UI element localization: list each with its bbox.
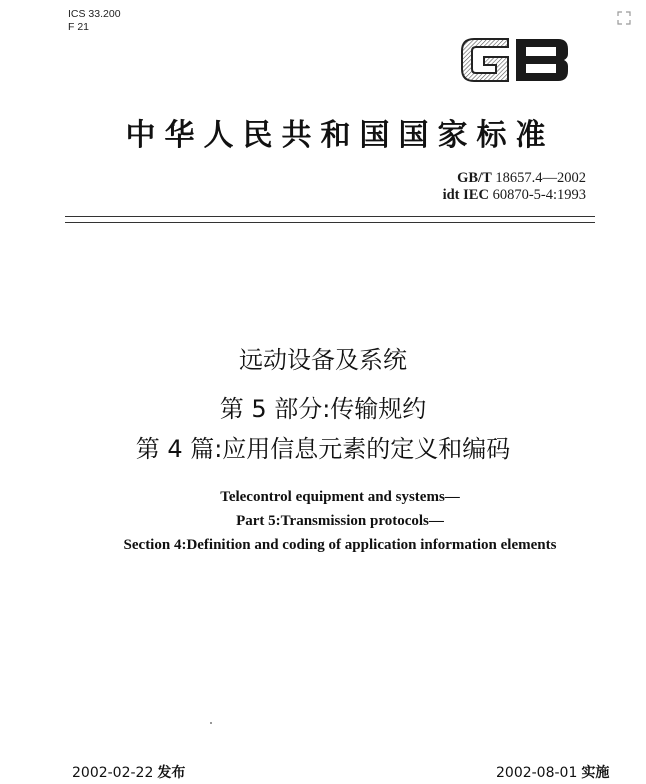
title-cn-line2: 第 5 部分:传输规约 (219, 395, 427, 423)
idt-code: 60870-5-4:1993 (492, 187, 586, 203)
title-cn-line1: 远动设备及系统 (239, 346, 407, 374)
classification-codes (68, 8, 121, 34)
implement-label: 实施 (581, 765, 610, 781)
title-en-line1: Telecontrol equipment and systems— (220, 489, 460, 505)
implement-date (496, 762, 609, 782)
ics-code: ICS 33.200 (68, 8, 121, 20)
implement-date-value: 2002-08-01 (496, 765, 578, 781)
fullscreen-icon[interactable] (616, 10, 632, 26)
divider-top (65, 216, 595, 217)
national-standard-title: 中华人民共和国国家标准 (125, 118, 555, 153)
issue-label: 发布 (157, 765, 186, 781)
title-cn-line3: 第 4 篇:应用信息元素的定义和编码 (135, 435, 511, 463)
scan-speck (210, 722, 212, 724)
ccs-code: F 21 (68, 21, 90, 33)
idt-prefix: idt IEC (442, 187, 489, 203)
standard-prefix: GB/T (457, 170, 492, 186)
standard-number-block (443, 170, 586, 204)
title-en-line3: Section 4:Definition and coding of application information elements (123, 537, 557, 553)
divider-bottom (65, 222, 595, 223)
standard-number (443, 170, 586, 187)
standard-code: 18657.4—2002 (495, 170, 586, 186)
issue-date (72, 762, 185, 782)
gb-logo (454, 25, 576, 95)
title-en-line2: Part 5:Transmission protocols— (236, 513, 444, 529)
issue-date-value: 2002-02-22 (72, 765, 154, 781)
idt-number (443, 187, 586, 204)
